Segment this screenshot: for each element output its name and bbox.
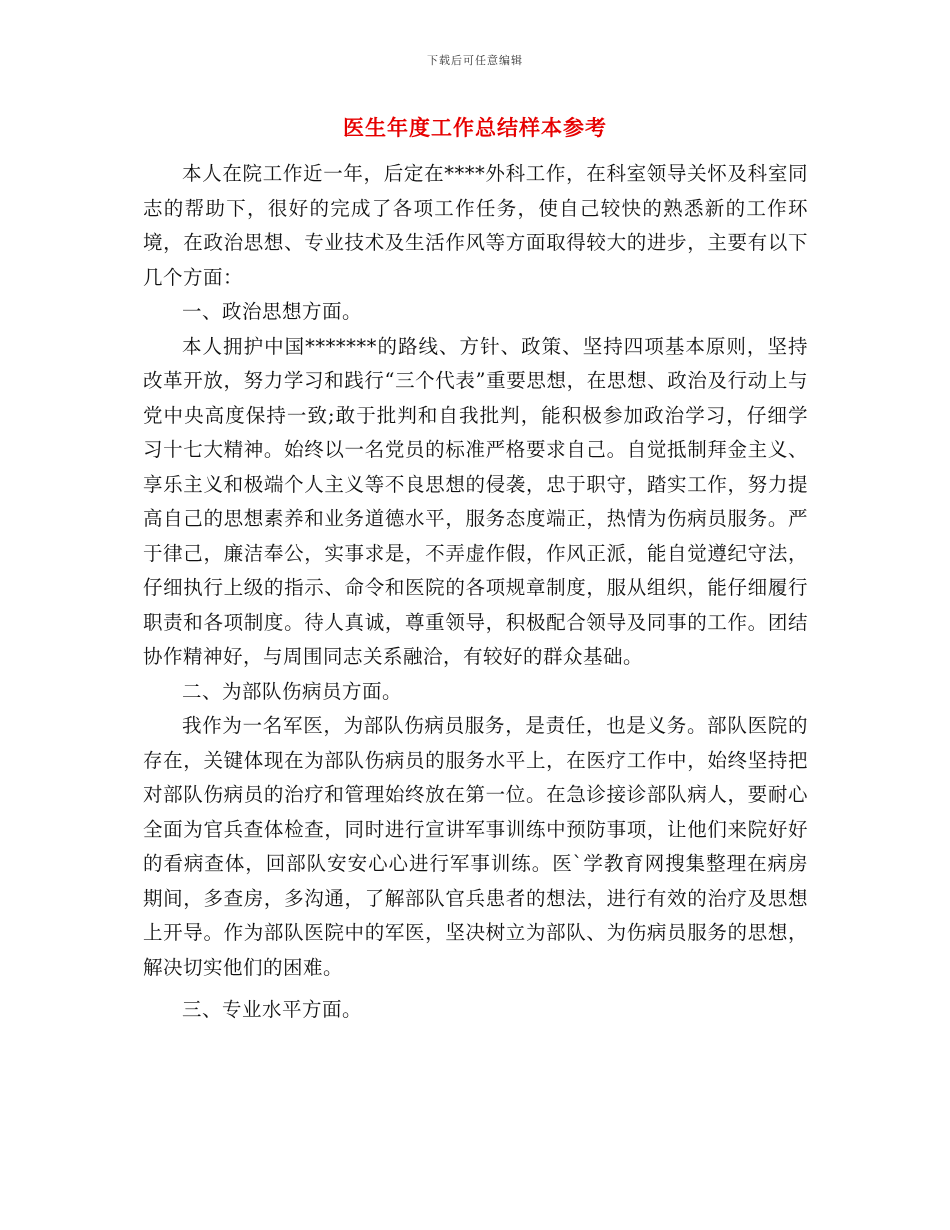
politics-paragraph: 本人拥护中国*******的路线、方针、政策、坚持四项基本原则，坚持改革开放，努力学习和践行“三个代表”重要思想，在思想、政治及行动上与党中央高度保持一致;敢于批判和自我批判，能积极参加政治学习，仔细学习十七大精神。始终以一名党员的标准严格要求自己。自觉抵制拜金主义、享乐主义和极端个人主义等不良思想的侵袭，忠于职守，踏实工作，努力提高自己的思想素养和业务道德水平，服务态度端正，热情为伤病员服务。严于律己，廉洁奉公，实事求是，不弄虚作假，作风正派，能自觉遵纪守法，仔细执行上级的指示、命令和医院的各项规章制度，服从组织，能仔细履行职责和各项制度。待人真诚，尊重领导，积极配合领导及同事的工作。团结协作精神好，与周围同志关系融洽，有较好的群众基础。 xyxy=(143,334,808,668)
document-body xyxy=(143,157,808,1028)
patients-paragraph: 我作为一名军医，为部队伤病员服务，是责任，也是义务。部队医院的存在，关键体现在为部队伤病员的服务水平上，在医疗工作中，始终坚持把对部队伤病员的治疗和管理始终放在第一位。在急诊接诊部队病人，要耐心全面为官兵查体检查，同时进行宣讲军事训练中预防事项，让他们来院好好的看病查体，回部队安安心心进行军事训练。医`学教育网搜集整理在病房期间，多查房，多沟通，了解部队官兵患者的想法，进行有效的治疗及思想上开导。作为部队医院中的军医，坚决树立为部队、为伤病员服务的思想，解决切实他们的困难。 xyxy=(143,714,808,979)
page-header-note: 下载后可任意编辑 xyxy=(427,54,523,67)
section-heading-patients: 二、为部队伤病员方面。 xyxy=(182,679,403,703)
document-title: 医生年度工作总结样本参考 xyxy=(343,115,607,140)
section-heading-professional: 三、专业水平方面。 xyxy=(182,998,363,1021)
intro-paragraph: 本人在院工作近一年，后定在****外科工作，在科室领导关怀及科室同志的帮助下，很好的完成了各项工作任务，使自己较快的熟悉新的工作环境，在政治思想、专业技术及生活作风等方面取得较大的进步，主要有以下几个方面： xyxy=(143,162,808,289)
section-heading-politics: 一、政治思想方面。 xyxy=(182,300,363,323)
section-gap xyxy=(143,985,808,993)
